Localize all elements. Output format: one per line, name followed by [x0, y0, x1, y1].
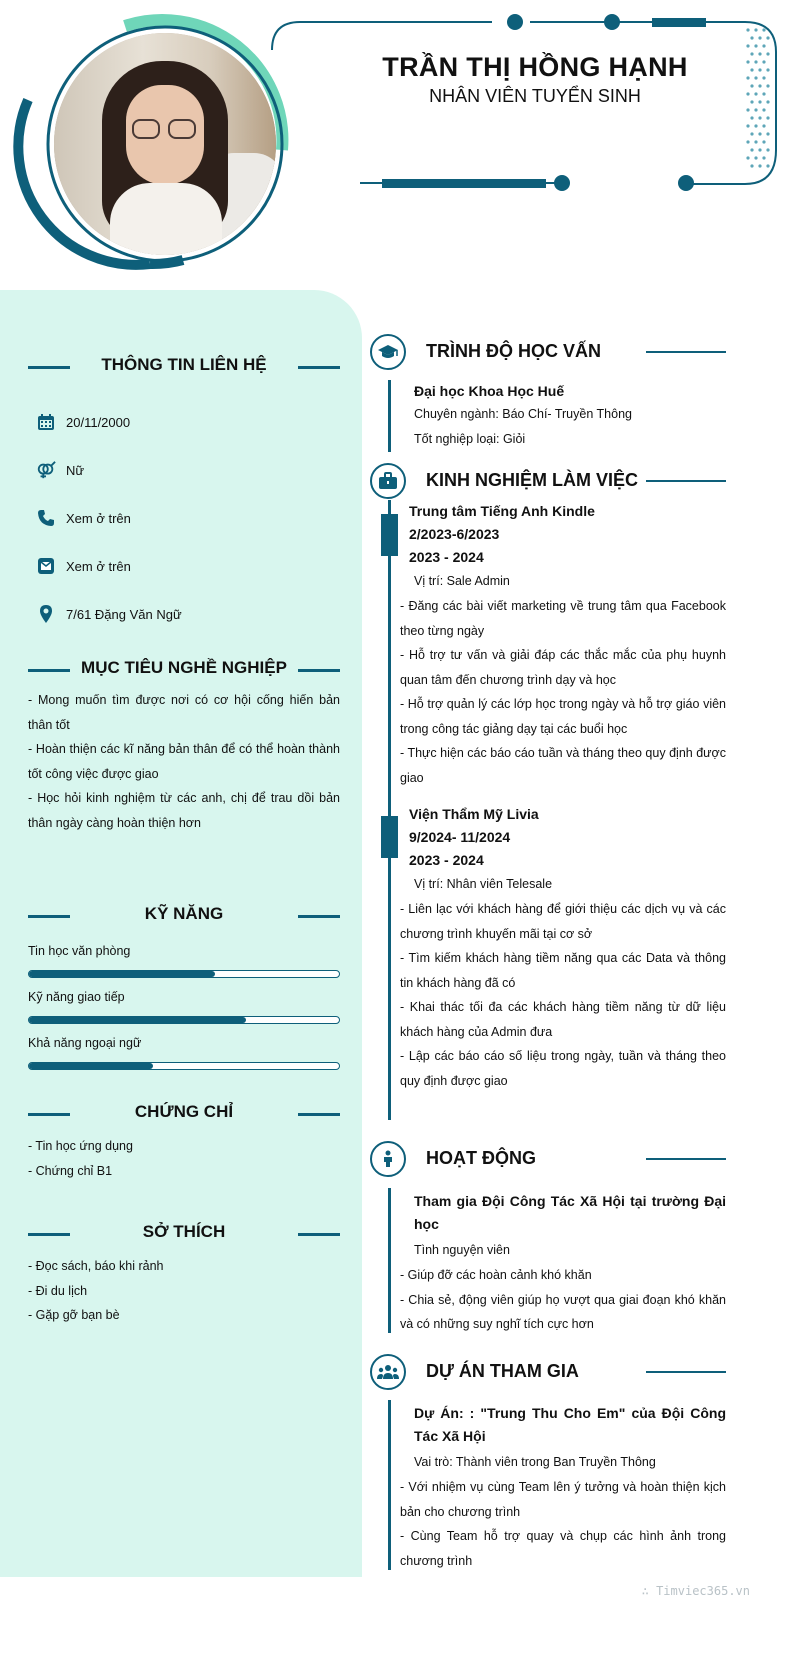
skills-heading-text: KỸ NĂNG	[144, 904, 224, 923]
education-timeline	[388, 380, 391, 452]
skill-label: Tin học văn phòng	[28, 944, 131, 958]
activities-heading	[370, 1141, 726, 1177]
job-duty: - Khai thác tối đa các khách hàng tiềm năng từ dữ liệu khách hàng của Admin đưa	[400, 1000, 726, 1039]
briefcase-icon	[370, 463, 406, 499]
job-duty: - Hỗ trợ quản lý các lớp học trong ngày và hỗ trợ giáo viên trong công tác giảng dạy tại các buổi học	[400, 697, 726, 736]
person-icon	[370, 1141, 406, 1177]
job-position: Vị trí: Nhân viên Telesale	[414, 877, 553, 891]
skill-item	[28, 1036, 340, 1070]
job-duty: - Thực hiện các báo cáo tuần và tháng theo quy định được giao	[400, 746, 726, 785]
activities-timeline	[388, 1188, 391, 1333]
contact-value: Xem ở trên	[66, 510, 131, 526]
skill-item	[28, 990, 340, 1024]
skill-bar	[28, 970, 340, 978]
profile-photo	[54, 33, 276, 255]
watermark: ∴ Timviec365.vn	[641, 1584, 750, 1598]
job-years: 2023 - 2024	[409, 852, 484, 868]
contact-address	[36, 602, 182, 626]
project-title: Dự Án: : "Trung Thu Cho Em" của Đội Công Tác Xã Hội	[414, 1405, 726, 1444]
contact-gender	[36, 458, 84, 482]
activity-item: - Chia sẻ, động viên giúp họ vượt qua giai đoạn khó khăn và có những suy nghĩ tích cực hơn	[400, 1292, 726, 1331]
education-school: Đại học Khoa Học Huế	[414, 383, 565, 399]
job-duty: - Hỗ trợ tư vấn và giải đáp các thắc mắc của phụ huynh quan tâm đến chương trình dạy và học	[400, 648, 726, 687]
activities-heading-text: HOẠT ĐỘNG	[426, 1148, 536, 1168]
certificate-item: - Tin học ứng dụng	[28, 1139, 133, 1153]
phone-icon	[36, 508, 56, 528]
contact-phone	[36, 506, 131, 530]
job-company: Viện Thẩm Mỹ Livia	[409, 806, 539, 822]
contact-value: 7/61 Đặng Văn Ngữ	[66, 606, 182, 622]
contact-heading-text: THÔNG TIN LIÊN HỆ	[101, 355, 267, 374]
contact-value: Nữ	[66, 462, 85, 478]
hobbies-heading	[28, 1222, 340, 1246]
job-period: 2/2023-6/2023	[409, 526, 500, 542]
location-pin-icon	[36, 604, 56, 624]
job-duty: - Lập các báo cáo số liệu trong ngày, tuần và tháng theo quy định được giao	[400, 1049, 726, 1088]
activity-list	[400, 1263, 726, 1337]
activity-role: Tình nguyện viên	[414, 1243, 510, 1257]
candidate-name: TRẦN THỊ HỒNG HẠNH	[382, 52, 688, 82]
skill-bar	[28, 1062, 340, 1070]
objective-item: - Hoàn thiện các kĩ năng bản thân để có thể hoàn thành tốt công việc được giao	[28, 742, 340, 781]
objective-item: - Mong muốn tìm được nơi có cơ hội cống hiến bản thân tốt	[28, 693, 340, 732]
job-marker	[381, 816, 398, 858]
contact-birthday	[36, 410, 130, 434]
job-position: Vị trí: Sale Admin	[414, 574, 510, 588]
experience-timeline	[388, 500, 391, 1120]
projects-heading-text: DỰ ÁN THAM GIA	[426, 1361, 579, 1381]
education-heading-text: TRÌNH ĐỘ HỌC VẤN	[426, 341, 601, 361]
job-title: NHÂN VIÊN TUYỂN SINH	[429, 86, 641, 106]
project-item: - Cùng Team hỗ trợ quay và chụp các hình ảnh trong chương trình	[400, 1529, 726, 1568]
education-grade: Tốt nghiệp loại: Giỏi	[414, 432, 526, 446]
job-years: 2023 - 2024	[409, 549, 484, 565]
job-marker	[381, 514, 398, 556]
job-company: Trung tâm Tiếng Anh Kindle	[409, 503, 595, 519]
graduation-cap-icon	[370, 334, 406, 370]
contact-email	[36, 554, 131, 578]
skill-bar	[28, 1016, 340, 1024]
certificate-item: - Chứng chỉ B1	[28, 1163, 113, 1178]
certificates-list	[28, 1134, 340, 1183]
job-duty: - Đăng các bài viết marketing về trung tâm qua Facebook theo từng ngày	[400, 599, 726, 638]
certificates-heading	[28, 1102, 340, 1126]
activity-item: - Giúp đỡ các hoàn cảnh khó khăn	[400, 1268, 592, 1282]
project-list	[400, 1475, 726, 1573]
experience-heading-text: KINH NGHIỆM LÀM VIỆC	[426, 470, 639, 490]
hobby-item: - Đọc sách, báo khi rảnh	[28, 1259, 164, 1273]
project-role: Vai trò: Thành viên trong Ban Truyền Thông	[414, 1455, 656, 1469]
projects-timeline	[388, 1400, 391, 1570]
skill-bar-fill	[29, 1063, 153, 1069]
objective-heading	[28, 658, 340, 682]
project-item: - Với nhiệm vụ cùng Team lên ý tưởng và hoàn thiện kịch bản cho chương trình	[400, 1480, 726, 1519]
hobbies-list	[28, 1254, 340, 1328]
education-major: Chuyên ngành: Báo Chí- Truyền Thông	[414, 407, 632, 421]
job-duties	[400, 897, 726, 1093]
skill-bar-fill	[29, 971, 215, 977]
email-icon	[36, 556, 56, 576]
calendar-icon	[36, 412, 56, 432]
hobby-item: - Đi du lịch	[28, 1283, 88, 1298]
certificates-heading-text: CHỨNG CHỈ	[134, 1102, 234, 1121]
skill-bar-fill	[29, 1017, 246, 1023]
skill-label: Kỹ năng giao tiếp	[28, 990, 125, 1004]
experience-heading	[370, 463, 726, 499]
education-heading	[370, 334, 726, 370]
job-duties	[400, 594, 726, 790]
job-duty: - Liên lạc với khách hàng để giới thiệu các dịch vụ và các chương trình khuyến mãi tại cơ sở	[400, 902, 726, 941]
gender-icon	[36, 460, 56, 480]
objective-heading-text: MỤC TIÊU NGHỀ NGHIỆP	[81, 658, 287, 677]
projects-heading	[370, 1354, 726, 1390]
group-icon	[370, 1354, 406, 1390]
contact-heading	[28, 355, 340, 379]
contact-value: 20/11/2000	[66, 414, 131, 430]
job-duty: - Tìm kiếm khách hàng tiềm năng qua các Data và thông tin khách hàng đã có	[400, 951, 726, 990]
activity-title: Tham gia Đội Công Tác Xã Hội tại trường Đại học	[414, 1193, 726, 1232]
skill-label: Khả năng ngoại ngữ	[28, 1036, 142, 1050]
cv-header	[0, 0, 800, 300]
job-period: 9/2024- 11/2024	[409, 829, 511, 845]
contact-value: Xem ở trên	[66, 558, 131, 574]
skill-item	[28, 944, 340, 978]
objective-item: - Học hỏi kinh nghiệm từ các anh, chị để trau dồi bản thân ngày càng hoàn thiện hơn	[28, 791, 340, 830]
skills-heading	[28, 904, 340, 928]
left-panel	[0, 290, 362, 1577]
hobby-item: - Gặp gỡ bạn bè	[28, 1308, 120, 1322]
objective-list	[28, 688, 340, 835]
hobbies-heading-text: SỞ THÍCH	[142, 1222, 226, 1241]
